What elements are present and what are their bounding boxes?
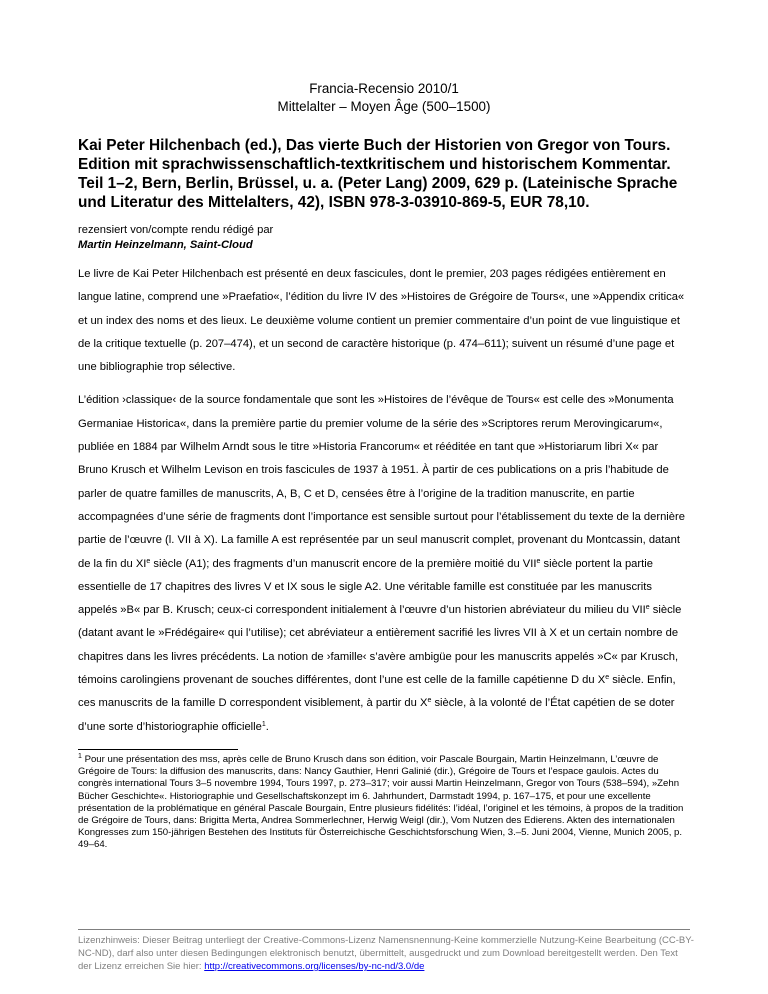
journal-header xyxy=(78,80,690,116)
superscript: e xyxy=(605,674,610,682)
paragraph-2 xyxy=(78,389,690,738)
document-page xyxy=(78,80,690,852)
review-title: Kai Peter Hilchenbach (ed.), Das vierte Buch der Historien von Gregor von Tours. Edition mit sprachwissenschaftlich-textkritischem und historischem Kommentar. Teil 1–2, Bern, Berlin, Brüssel, u. a. (Peter Lang) 2009, 629 p. (Lateinische Sprache und Literatur des Mittelalters, 42), ISBN 978-3-03910-869-5, EUR 78,10. xyxy=(78,137,678,211)
reviewed-by-label: rezensiert von/compte rendu rédigé par xyxy=(78,224,274,236)
paragraph-2-text: siècle portent la partie essentielle de 17 chapitres des livres V et IX sous le sigle A2. Une véritable famille est constituée par les manuscrits appelés »B« par B. Krusch; ceux-ci correspondent initialement à l’œuvre d’un historien abréviateur du milieu du VII xyxy=(78,557,653,617)
reviewer-name: Martin Heinzelmann, Saint-Cloud xyxy=(78,239,253,251)
paragraph-2-text: siècle, à la volonté de l’État capétien de se doter d’une sorte d’historiographie officielle xyxy=(78,697,675,733)
license-divider xyxy=(78,929,690,930)
footnote-reference[interactable]: 1 xyxy=(261,720,266,728)
paragraph-2-end: . xyxy=(265,720,269,733)
paragraph-2-text: siècle. Enfin, ces manuscrits de la famille D correspondent visiblement, à partir du X xyxy=(78,674,676,710)
reviewer-block xyxy=(78,223,690,253)
license-link[interactable]: http://creativecommons.org/licenses/by-nc-nd/3.0/de xyxy=(204,961,425,972)
paragraph-2-text: siècle (datant avant le »Frédégaire« qui l’utilise); cet abréviateur a entièrement sacrifié les livres VII à X et un certain nombre de chapitres dans les livres précédents. La notion de ›famille‹ s’avère ambigüe pour les manuscrits appelés »C« par Krusch, témoins carolingiens provenant de souches différentes, dont l’une est celle de la famille capétienne D du X xyxy=(78,604,682,687)
superscript: e xyxy=(645,604,650,612)
footnote-text: Pour une présentation des mss, après celle de Bruno Krusch dans son édition, voir Pascale Bourgain, Martin Heinzelmann, L’œuvre de Grégoire de Tours: la diffusion des manuscrits, dans: Nancy Gauthier, Henri Galinié (dir.), Grégoire de Tours et l’espace gaulois. Actes du congrès international Tours 3–5 novembre 1994, Tours 1997, p. 273–317; voir aussi Martin Heinzelmann, Gregor von Tours (538–594), »Zehn Bücher Geschichte«. Historiographie und Gesellschaftskonzept im 6. Jahrhundert, Darmstadt 1994, p. 167–175, et pour une excellente présentation de la problématique en général Pascale Bourgain, Entre plusieurs fidélités: l’idéal, l’originel et les témoins, à propos de la tradition de Grégoire de Tours, dans: Brigitta Merta, Andrea Sommerlechner, Herwig Weigl (dir.), Vom Nutzen des Edierens. Akten des internationalen Kongresses zum 150-jährigen Bestehen des Instituts für Österreichische Geschichtsforschung Wien, 3.–5. Juni 2004, Vienne, Munich 2005, p. 49–64. xyxy=(78,753,684,851)
license-notice xyxy=(78,934,694,973)
license-text: Lizenzhinweis: Dieser Beitrag unterliegt der Creative-Commons-Lizenz Namensnennung-Keine kommerzielle Nutzung-Keine Bearbeitung (CC-BY-NC-ND), darf also unter diesen Bedingungen elektronisch benutzt, übermittelt, ausgedruckt und zum Download bereitgestellt werden. Den Text der Lizenz erreichen Sie hier: xyxy=(78,935,694,972)
superscript: e xyxy=(427,697,432,705)
footnote xyxy=(78,754,690,852)
footnote-number: 1 xyxy=(78,752,82,760)
paragraph-1: Le livre de Kai Peter Hilchenbach est présenté en deux fascicules, dont le premier, 203 pages rédigées entièrement en langue latine, comprend une »Praefatio«, l’édition du livre IV des »Histoires de Grégoire de Tours«, une »Appendix critica« et un index des noms et des lieux. Le deuxième volume contient un premier commentaire d’un point de vue linguistique et de la critique textuelle (p. 207–474), et un second de caractère historique (p. 474–611); suivent un résumé d’une page et une bibliographie trop sélective. xyxy=(78,268,685,374)
journal-issue: Francia-Recensio 2010/1 xyxy=(309,81,459,96)
journal-section: Mittelalter – Moyen Âge (500–1500) xyxy=(277,99,491,114)
superscript: e xyxy=(536,557,541,565)
paragraph-2-text: L’édition ›classique‹ de la source fondamentale que sont les »Histoires de l’évêque de Tours« est celle des »Monumenta Germaniae Historica«, dans la première partie du premier volume de la série des »Scriptores rerum Merovingicarum«, publiée en 1884 par Wilhelm Arndt sous le titre »Historia Francorum« et rééditée en tant que »Historiarum libri X« par Bruno Krusch et Wilhelm Levison en trois fascicules de 1937 à 1951. À partir de ces publications on a pris l’habitude de parler de quatre familles de manuscrits, A, B, C et D, censées être à l’origine de la tradition manuscrite, en partie accompagnées d’une série de fragments dont l’importance est sensible surtout pour l’établissement du texte de la dernière partie de l’œuvre (l. VII à X). La famille A est représentée par un seul manuscrit complet, provenant du Montcassin, datant de la fin du XI xyxy=(78,394,685,570)
superscript: e xyxy=(146,557,151,565)
paragraph-2-text: siècle (A1); des fragments d’un manuscrit encore de la première moitié du VII xyxy=(150,557,537,570)
footnote-divider xyxy=(78,749,238,750)
